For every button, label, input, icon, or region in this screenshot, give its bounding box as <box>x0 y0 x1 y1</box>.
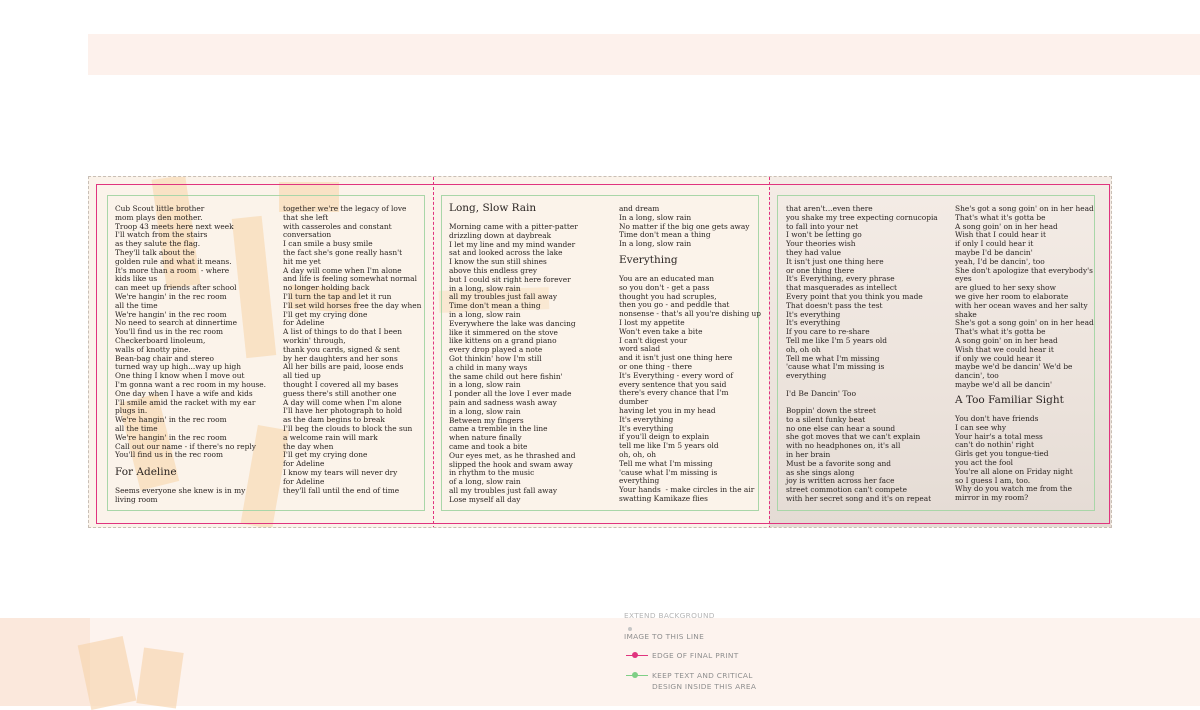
legend-extend-background-line2: IMAGE TO THIS LINE <box>624 632 705 641</box>
lyrics-a-too-familiar-sight: You don't have friends I can see why Your hair's a total mess can't do nothin' right Girls get you tongue-tied you act the fool You're all alone on Friday night so I guess I am, too. Why do you watch me from the mirror in my room? <box>955 414 1073 503</box>
fold-line-2 <box>769 177 770 528</box>
song-title-for-adeline: For Adeline <box>115 466 177 478</box>
legend-extend-dot <box>628 627 632 631</box>
lyrics-id-be-dancin-too: Boppin' down the street to a silent funky beat no one else can hear a sound she got moves that we can't explain with no headphones on, it's all in her brain Must be a favorite song and as she sings along joy is written across her face street commotion can't compete with her secret song and it's on repeat <box>786 406 932 503</box>
legend-edge-dot <box>632 652 638 658</box>
legend-keep-text-line1: KEEP TEXT AND CRITICAL <box>652 671 753 680</box>
decorative-shape <box>136 647 183 708</box>
song-title-id-be-dancin-too: I'd Be Dancin' Too <box>786 389 857 398</box>
legend-edge-of-final-print: EDGE OF FINAL PRINT <box>652 651 739 660</box>
legend-keep-dot <box>632 672 638 678</box>
bottom-left-corner-tint <box>0 618 90 706</box>
song-title-a-too-familiar-sight: A Too Familiar Sight <box>955 394 1064 406</box>
lyrics-everything: You are an educated man so you don't - get a pass thought you had scruples, then you go - and peddle that nonsense - that's all you're dishing up I lost my appetite Won't even take a bite I can't digest your word salad and it isn't just one thing here or one thing - there It's Everything - every word of every sentence that you said there's every chance that I'm dumber having let you in my head It's everything It's everything if you'll deign to explain tell me like I'm 5 years old oh, oh, oh Tell me what I'm missing 'cause what I'm missing is everything Your hands - make circles in the air swatting Kamikaze flies <box>619 274 762 503</box>
song-title-long-slow-rain: Long, Slow Rain <box>449 202 537 214</box>
lyrics-long-slow-rain: Morning came with a pitter-patter drizzling down at daybreak I let my line and my mind wander sat and looked across the lake I know the sun still shines above this endless grey but I could sit right here forever in a long, slow rain all my troubles just fall away Time don't mean a thing in a long, slow rain Everywhere the lake was dancing like it simmered on the stove like kittens on a grand piano every drop played a note Got thinkin' how I'm still a child in many ways the same child out here fishin' in a long, slow rain I ponder all the love I ever made pain and sadness wash away in a long, slow rain Between my fingers came a tremble in the line when nature finally came and took a bite Our eyes met, as he thrashed and slipped the hook and swam away in rhythm to the music of a long, slow rain all my troubles just fall away Lose myself all day <box>449 222 578 504</box>
legend-keep-text-line2: DESIGN INSIDE THIS AREA <box>652 682 757 691</box>
lyrics-long-slow-rain-end: and dream In a long, slow rain No matter if the big one gets away Time don't mean a thing In a long, slow rain <box>619 204 750 249</box>
lyrics-rec-room: Cub Scout little brother mom plays den mother. Troop 43 meets here next week I'll watch from the stairs as they salute the flag. They'll talk about the golden rule and what it means. It's more than a room - where kids like us can meet up friends after school We're hangin' in the rec room all the time We're hangin' in the rec room No need to search at dinnertime You'll find us in the rec room Checkerboard linoleum, walls of knotty pine. Bean-bag chair and stereo turned way up high...way up high One thing I know when I move out I'm gonna want a rec room in my house. One day when I have a wife and kids I'll smile amid the racket with my ear plugs in. We're hangin' in the rec room all the time We're hangin' in the rec room Call out our name - if there's no reply You'll find us in the rec room <box>115 204 267 460</box>
top-background-band <box>88 34 1200 75</box>
lyrics-id-be-dancin-too-chorus: She's got a song goin' on in her head That's what it's gotta be A song goin' on in her head Wish that I could hear it if only I could hear it maybe I'd be dancin' yeah, I'd be dancin', too She don't apologize that everybody's eyes are glued to her sexy show we give her room to elaborate with her ocean waves and her salty shake She's got a song goin' on in her head That's what it's gotta be A song goin' on in her head Wish that we could hear it if only we could hear it maybe we'd be dancin' We'd be dancin', too maybe we'd all be dancin' <box>955 204 1094 389</box>
lyrics-for-adeline-start: Seems everyone she knew is in my living room <box>115 486 246 504</box>
lyrics-for-adeline: together we're the legacy of love that she left with casseroles and constant conversation I can smile a busy smile the fact she's gone really hasn't hit me yet A day will come when I'm alone and life is feeling somewhat normal no longer holding back I'll turn the tap and let it run I'll set wild horses free the day when I'll get my crying done for Adeline A list of things to do that I been workin' through, thank you cards, signed & sent by her daughters and her sons All her bills are paid, loose ends all tied up thought I covered all my bases guess there's still another one A day will come when I'm alone I'll have her photograph to hold as the dam begins to break I'll beg the clouds to block the sun a welcome rain will mark the day when I'll get my crying done for Adeline I know my tears will never dry for Adeline they'll fall until the end of time <box>283 204 422 495</box>
cd-insert-sheet <box>88 176 1112 528</box>
fold-line-1 <box>433 177 434 528</box>
song-title-everything: Everything <box>619 254 678 266</box>
legend-extend-background-line1: EXTEND BACKGROUND <box>624 611 715 620</box>
lyrics-everything-continued: that aren't...even there you shake my tree expecting cornucopia to fall into your net I won't be letting go Your theories wish they had value It isn't just one thing here or one thing there It's Everything, every phrase that masquerades as intellect Every point that you think you made That doesn't pass the test It's everything It's everything If you care to re-share Tell me like I'm 5 years old oh, oh oh Tell me what I'm missing 'cause what I'm missing is everything <box>786 204 938 381</box>
